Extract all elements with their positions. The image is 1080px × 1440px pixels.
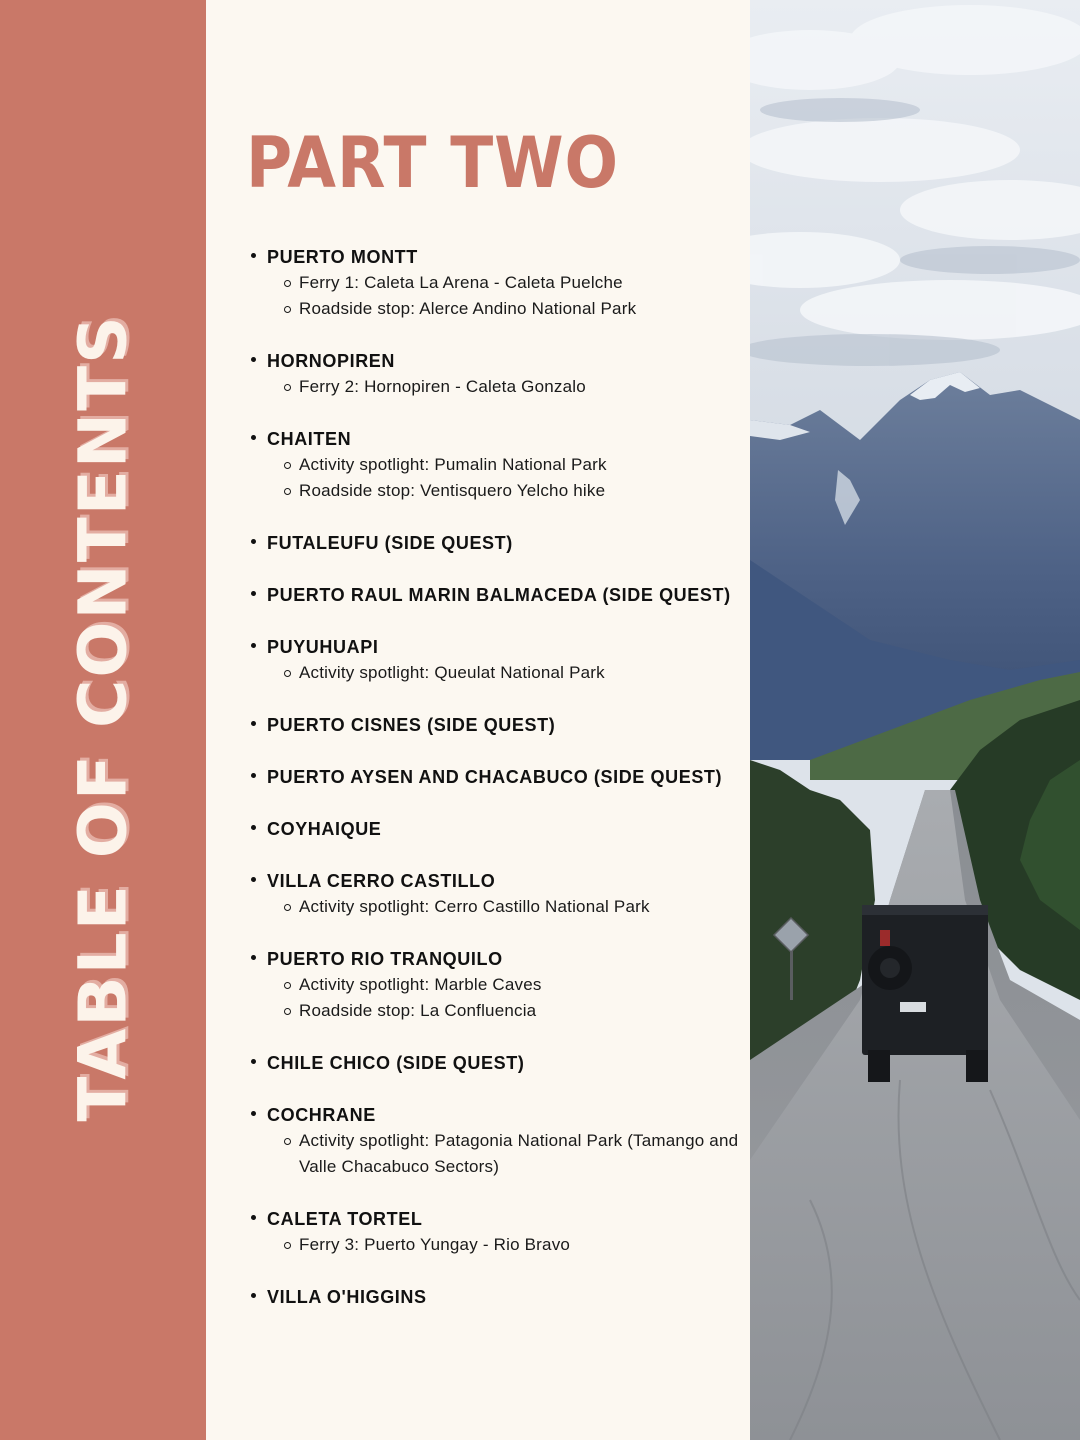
toc-sub-list — [267, 972, 746, 1024]
road-mountain-photo — [750, 0, 1080, 1440]
toc-entry-title: COCHRANE — [267, 1105, 376, 1125]
toc-sub-item: Ferry 1: Caleta La Arena - Caleta Puelche — [299, 270, 746, 296]
toc-sub-item: Roadside stop: Ventisquero Yelcho hike — [299, 478, 746, 504]
toc-sub-item: Activity spotlight: Pumalin National Park — [299, 452, 746, 478]
toc-entry — [250, 244, 746, 322]
toc-entry-title: CHILE CHICO (SIDE QUEST) — [267, 1053, 525, 1073]
toc-sub-list — [267, 894, 746, 920]
sidebar-band — [0, 0, 206, 1440]
toc-sub-item: Activity spotlight: Patagonia National Park (Tamango and Valle Chacabuco Sectors) — [299, 1128, 746, 1180]
toc-content — [206, 0, 750, 1440]
toc-entry-title: VILLA O'HIGGINS — [267, 1287, 427, 1307]
toc-sub-item: Roadside stop: La Confluencia — [299, 998, 746, 1024]
toc-entry — [250, 530, 746, 556]
toc-entry-title: COYHAIQUE — [267, 819, 382, 839]
toc-entry — [250, 764, 746, 790]
toc-entry-title: HORNOPIREN — [267, 351, 396, 371]
toc-entry-title: FUTALEUFU (SIDE QUEST) — [267, 533, 513, 553]
toc-entry — [250, 816, 746, 842]
toc-sub-item: Activity spotlight: Queulat National Park — [299, 660, 746, 686]
toc-sub-list — [267, 374, 746, 400]
toc-entry-title: CALETA TORTEL — [267, 1209, 423, 1229]
toc-entry-title: PUERTO RAUL MARIN BALMACEDA (SIDE QUEST) — [267, 585, 731, 605]
toc-entry — [250, 946, 746, 1024]
photo-illustration — [750, 0, 1080, 1440]
toc-entry-title: PUERTO MONTT — [267, 247, 418, 267]
toc-sub-item: Activity spotlight: Cerro Castillo National Park — [299, 894, 746, 920]
toc-entry-title: VILLA CERRO CASTILLO — [267, 871, 496, 891]
toc-entry — [250, 634, 746, 686]
toc-sub-list — [267, 1128, 746, 1180]
toc-entry — [250, 868, 746, 920]
toc-entry — [250, 426, 746, 504]
toc-sub-list — [267, 1232, 746, 1258]
toc-entry — [250, 1102, 746, 1180]
toc-entry — [250, 712, 746, 738]
toc-entry-title: PUERTO CISNES (SIDE QUEST) — [267, 715, 556, 735]
toc-entry-title: PUERTO AYSEN AND CHACABUCO (SIDE QUEST) — [267, 767, 723, 787]
toc-sub-item: Activity spotlight: Marble Caves — [299, 972, 746, 998]
toc-entry — [250, 348, 746, 400]
toc-entry-title: PUYUHUAPI — [267, 637, 379, 657]
toc-sub-item: Ferry 2: Hornopiren - Caleta Gonzalo — [299, 374, 746, 400]
toc-entry — [250, 1206, 746, 1258]
toc-entry-title: CHAITEN — [267, 429, 352, 449]
toc-entry — [250, 582, 746, 608]
page-title: PART TWO — [246, 122, 619, 204]
toc-sub-item: Roadside stop: Alerce Andino National Park — [299, 296, 746, 322]
toc-entry — [250, 1284, 746, 1310]
toc-list — [250, 244, 746, 1336]
toc-entry-title: PUERTO RIO TRANQUILO — [267, 949, 503, 969]
sidebar-title: TABLE OF CONTENTS — [64, 314, 142, 1122]
toc-entry — [250, 1050, 746, 1076]
toc-sub-item: Ferry 3: Puerto Yungay - Rio Bravo — [299, 1232, 746, 1258]
toc-sub-list — [267, 270, 746, 322]
toc-sub-list — [267, 660, 746, 686]
toc-sub-list — [267, 452, 746, 504]
